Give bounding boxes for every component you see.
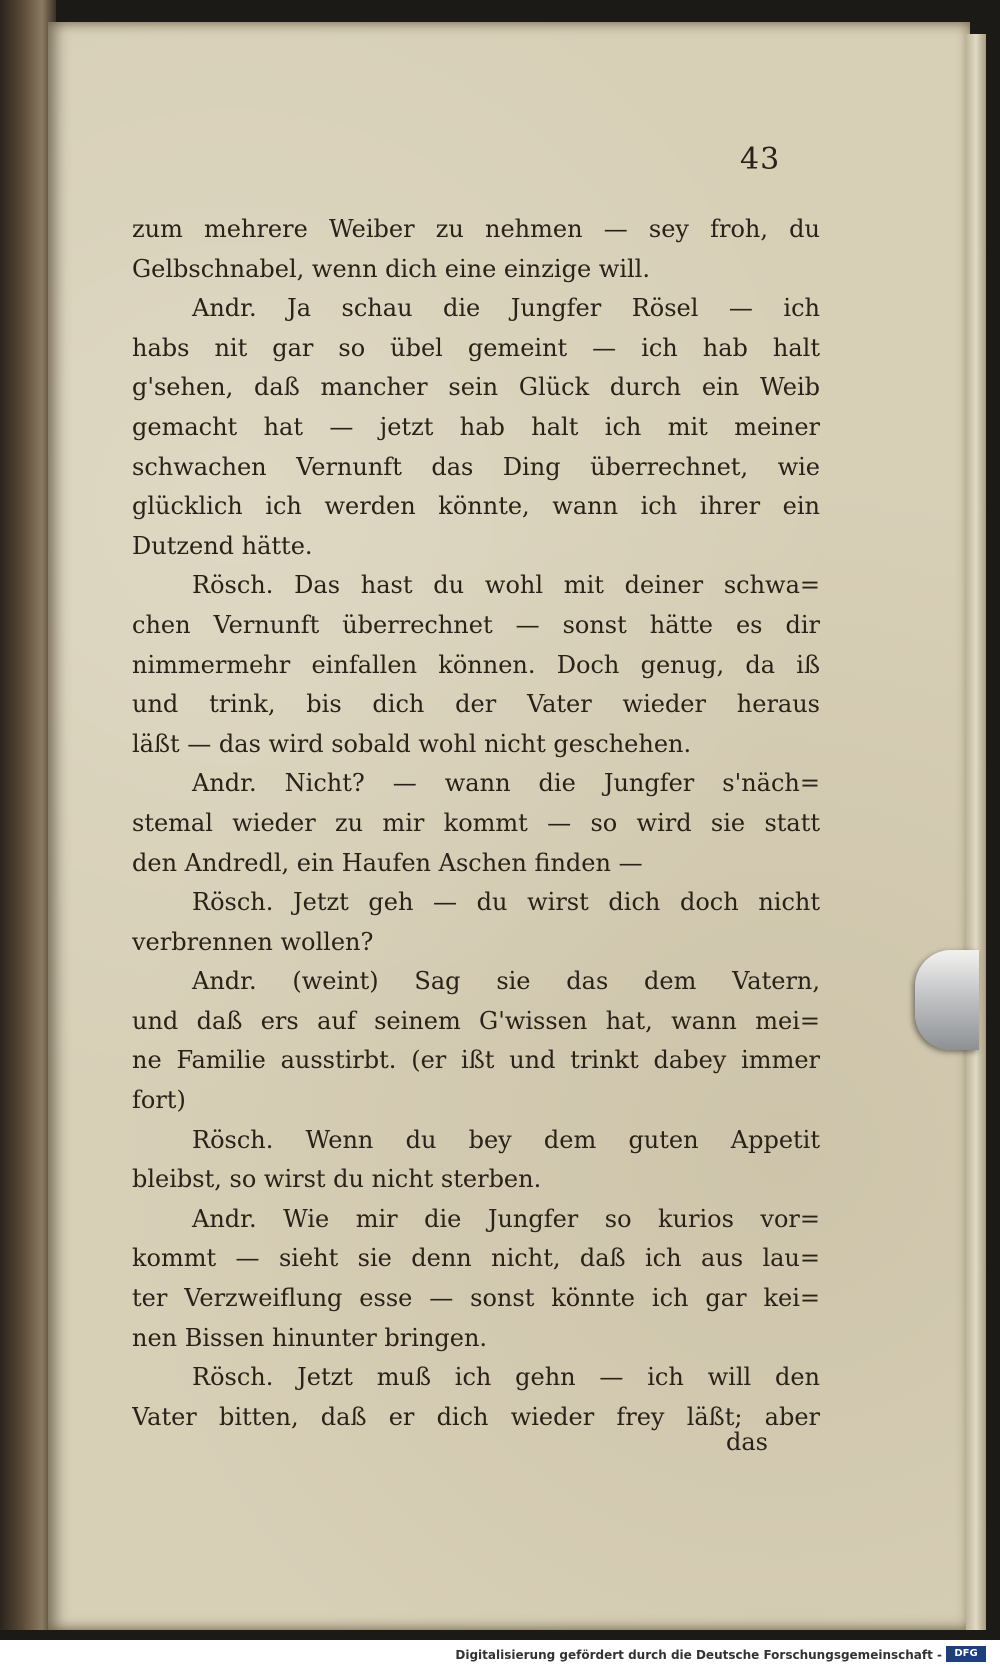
text-line-29: nen Bissen hinunter bringen. bbox=[132, 1323, 488, 1352]
text-line-12: nimmermehr einfallen können. Doch genug, da iß bbox=[132, 650, 820, 679]
page-text-block bbox=[132, 210, 820, 1437]
text-line-13: und trink, bis dich der Vater wieder heraus bbox=[132, 690, 820, 719]
text-line-27: kommt — sieht sie denn nicht, daß ich aus lau= bbox=[132, 1244, 820, 1273]
text-line-22: ne Familie ausstirbt. (er ißt und trinkt dabey immer bbox=[132, 1046, 820, 1075]
text-line-15: Andr. Nicht? — wann die Jungfer s'näch= bbox=[192, 769, 820, 798]
text-line-11: chen Vernunft überrechnet — sonst hätte es dir bbox=[132, 610, 820, 639]
page-stack-edge bbox=[966, 34, 986, 1630]
dfg-logo: DFG bbox=[946, 1646, 986, 1662]
text-line-28: ter Verzweiflung esse — sonst könnte ich gar kei= bbox=[132, 1284, 820, 1313]
text-line-8: glücklich ich werden könnte, wann ich ihrer ein bbox=[132, 492, 820, 521]
text-line-10: Rösch. Das hast du wohl mit deiner schwa= bbox=[192, 571, 820, 600]
page-number: 43 bbox=[740, 142, 781, 177]
footer-bar bbox=[0, 1640, 1000, 1670]
text-line-1: zum mehrere Weiber zu nehmen — sey froh, du bbox=[132, 215, 820, 243]
text-line-21: und daß ers auf seinem G'wissen hat, wann mei= bbox=[132, 1006, 820, 1035]
text-line-18: Rösch. Jetzt geh — du wirst dich doch nicht bbox=[192, 888, 820, 917]
text-line-4: habs nit gar so übel gemeint — ich hab halt bbox=[132, 333, 820, 362]
text-line-16: stemal wieder zu mir kommt — so wird sie statt bbox=[132, 808, 820, 837]
footer-credit: Digitalisierung gefördert durch die Deutsche Forschungsgemeinschaft - bbox=[455, 1648, 942, 1662]
text-line-6: gemacht hat — jetzt hab halt ich mit meiner bbox=[132, 412, 820, 441]
text-line-9: Dutzend hätte. bbox=[132, 531, 313, 560]
text-line-31: Vater bitten, daß er dich wieder frey läßt; aber bbox=[132, 1402, 820, 1431]
text-line-20: Andr. (weint) Sag sie das dem Vatern, bbox=[192, 967, 820, 996]
text-line-2: Gelbschnabel, wenn dich eine einzige will. bbox=[132, 254, 650, 283]
catchword: das bbox=[726, 1428, 768, 1456]
text-line-25: bleibst, so wirst du nicht sterben. bbox=[132, 1165, 542, 1194]
text-line-19: verbrennen wollen? bbox=[132, 927, 374, 956]
page-clip bbox=[915, 950, 979, 1050]
text-line-24: Rösch. Wenn du bey dem guten Appetit bbox=[192, 1125, 820, 1154]
text-line-14: läßt — das wird sobald wohl nicht geschehen. bbox=[132, 729, 692, 758]
text-line-30: Rösch. Jetzt muß ich gehn — ich will den bbox=[192, 1363, 820, 1392]
text-line-17: den Andredl, ein Haufen Aschen finden — bbox=[132, 848, 643, 877]
text-line-23: fort) bbox=[132, 1086, 186, 1115]
text-line-5: g'sehen, daß mancher sein Glück durch ein Weib bbox=[132, 373, 820, 402]
text-line-3: Andr. Ja schau die Jungfer Rösel — ich bbox=[192, 294, 820, 323]
text-line-26: Andr. Wie mir die Jungfer so kurios vor= bbox=[192, 1204, 820, 1233]
text-line-7: schwachen Vernunft das Ding überrechnet, wie bbox=[132, 452, 820, 481]
